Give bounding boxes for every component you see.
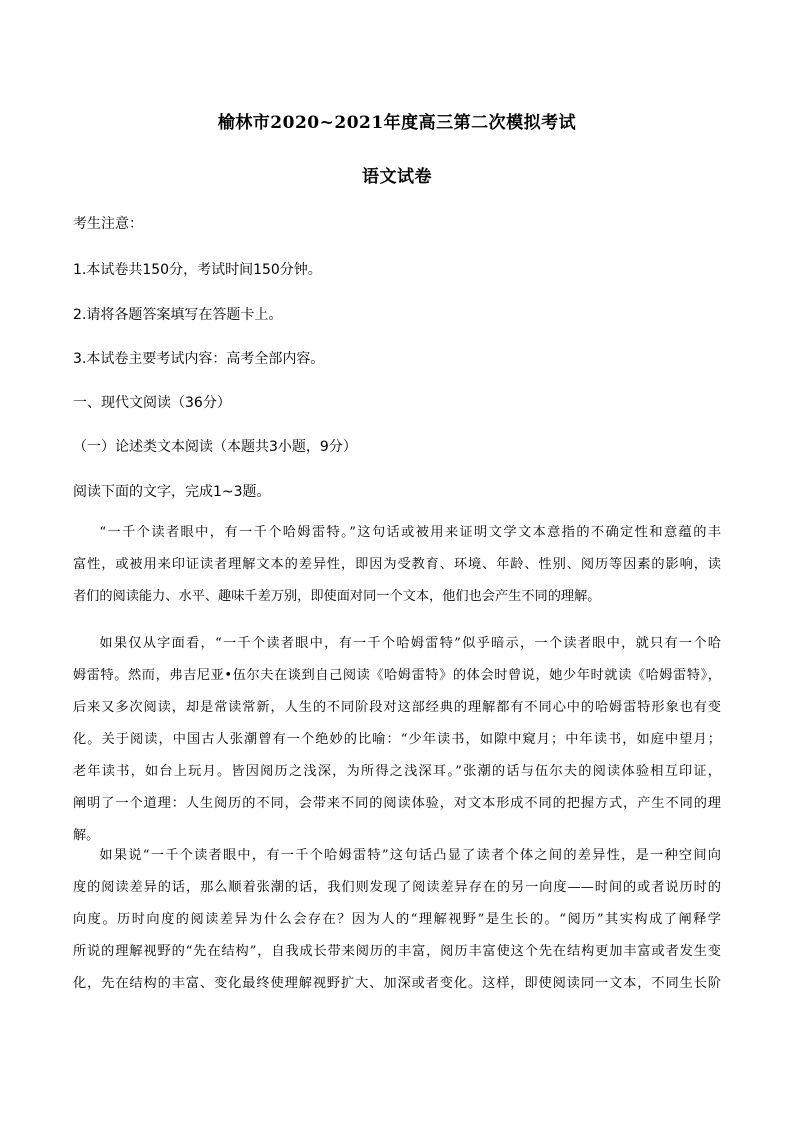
passage-paragraph-3 [73,840,721,1000]
paragraph-line: 向度。历时向度的阅读差异为什么会存在？因为人的“理解视野”是生长的。“阅历”其实构成了阐释学 [73,912,721,927]
paragraph-line: 如果仅从字面看，“一千个读者眼中，有一千个哈姆雷特”似乎暗示，一个读者眼中，就只有一个哈 [99,636,721,651]
note-item-1: 1.本试卷共150分，考试时间150分钟。 [73,262,322,278]
paragraph-line: “一千个读者眼中，有一千个哈姆雷特。”这句话或被用来证明文学文本意指的不确定性和意蕴的丰 [99,525,721,540]
note-item-3: 3.本试卷主要考试内容：高考全部内容。 [73,351,325,367]
paragraph-line: 化，先在结构的丰富、变化最终使理解视野扩大、加深或者变化。这样，即使阅读同一文本，不同生长阶 [73,976,721,991]
paragraph-line: 如果说“一千个读者眼中，有一千个哈姆雷特”这句话凸显了读者个体之间的差异性，是一种空间向 [99,848,721,863]
reading-instruction: 阅读下面的文字，完成1~3题。 [73,484,271,500]
exam-subtitle: 语文试卷 [362,167,432,187]
exam-title: 榆林市2020~2021年度高三第二次模拟考试 [217,113,577,133]
paragraph-line: 姆雷特。然而，弗吉尼亚•伍尔夫在谈到自己阅读《哈姆雷特》的体会时曾说，她少年时就读《哈姆雷特》， [73,668,721,683]
note-item-2: 2.请将各题答案填写在答题卡上。 [73,307,283,323]
paragraph-line: 解。 [73,828,100,843]
paragraph-line: 阐明了一个道理：人生阅历的不同，会带来不同的阅读体验，对文本形成不同的把握方式，产生不同的理 [73,796,721,811]
paragraph-line: 化。关于阅读，中国古人张潮曾有一个绝妙的比喻：“少年读书，如隙中窥月；中年读书，如庭中望月； [73,732,721,747]
passage-paragraph-2 [73,628,721,852]
paragraph-line: 者们的阅读能力、水平、趣味千差万别，即使面对同一个文本，他们也会产生不同的理解。 [73,589,601,604]
passage-paragraph-1 [73,517,721,613]
paragraph-line: 富性，或被用来印证读者理解文本的差异性，即因为受教育、环境、年龄、性别、阅历等因素的影响，读 [73,557,721,572]
paragraph-line: 度的阅读差异的话，那么顺着张潮的话，我们则发现了阅读差异存在的另一向度——时间的或者说历时的 [73,880,721,895]
section-heading: 一、现代文阅读（36分） [73,395,231,411]
paragraph-line: 后来又多次阅读，却是常读常新，人生的不同阶段对这部经典的理解都有不同心中的哈姆雷特形象也有变 [73,700,721,715]
paragraph-line: 所说的理解视野的“先在结构”，自我成长带来阅历的丰富，阅历丰富使这个先在结构更加丰富或者发生变 [73,944,721,959]
notes-heading: 考生注意： [73,216,143,232]
subsection-heading: （一）论述类文本阅读（本题共3小题，9分） [73,439,357,455]
paragraph-line: 老年读书，如台上玩月。皆因阅历之浅深，为所得之浅深耳。”张潮的话与伍尔夫的阅读体验相互印证， [73,764,721,779]
